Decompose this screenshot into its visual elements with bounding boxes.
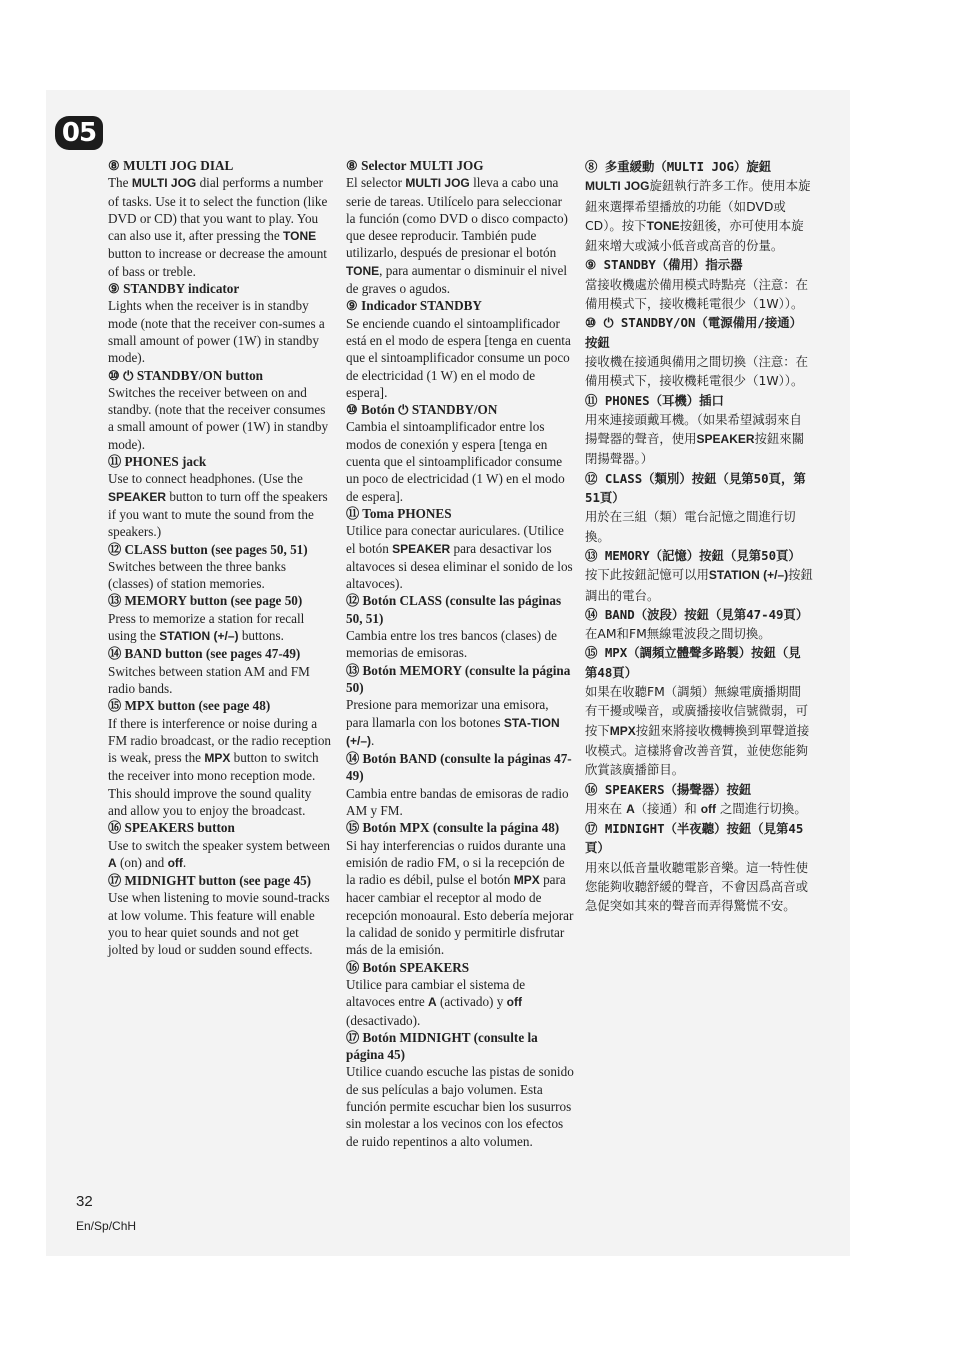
item-entry xyxy=(346,297,574,401)
item-entry xyxy=(346,750,574,819)
button-name: MULTI JOG xyxy=(131,176,197,191)
item-description: El selector MULTI JOG lleva a cabo una serie de tareas. Utilícelo para seleccionar la función (como DVD o disco compacto) que desee reproducir. También pude utilizarlo, después de presionar el botón TONE, para aumentar o disminuir el nivel de graves o agudos. xyxy=(346,175,568,297)
item-heading: ⑧ MULTI JOG DIAL xyxy=(108,158,234,173)
item-entry xyxy=(108,819,332,872)
item-heading: ⑬ Botón MEMORY (consulte la página 50) xyxy=(346,662,571,695)
item-heading: ⑭ BAND（波段）按鈕（見第47-49頁） xyxy=(585,606,809,622)
button-name: STA-TION (+/–) xyxy=(346,715,560,748)
item-description: 如果在收聽FM（調頻）無線電廣播期間有干擾或噪音，或廣播接收信號微弱，可按下MPX按鈕來將接收機轉換到單聲道接收模式。這樣將會改善音質，並使您能夠欣賞該廣播節目。 xyxy=(585,684,810,778)
item-description: Cambia entre los tres bancos (clases) de memorias de emisoras. xyxy=(346,628,557,661)
item-description: 當接收機處於備用模式時點亮（注意：在備用模式下，接收機耗電很少（1W））。 xyxy=(585,276,809,312)
english-column xyxy=(108,157,332,959)
item-description: Switches between station AM and FM radio bands. xyxy=(108,663,310,696)
item-entry xyxy=(108,872,332,958)
item-entry xyxy=(346,959,574,1029)
button-name: off xyxy=(700,801,717,816)
button-name: SPEAKER xyxy=(108,489,167,504)
item-description: 按下此按鈕記憶可以用STATION (+/–)按鈕調出的電台。 xyxy=(585,567,813,603)
item-heading: ⑫ Botón CLASS (consulte las páginas 50, 51) xyxy=(346,593,562,626)
item-description: Utilice cuando escuche las pistas de sonido de sus películas a bajo volumen. Esta función permite escuchar bien los susurros sin molestar a los vecinos con los efectos de ruido repentinos a alto volumen. xyxy=(346,1064,574,1149)
item-description: 用來以低音量收聽電影音樂。這一特性使您能夠收聽舒緩的聲音，不會因爲高音或急促突如其來的聲音而弄得驚慌不安。 xyxy=(585,859,809,914)
item-description: Press to memorize a station for recall using the STATION (+/–) buttons. xyxy=(108,610,305,644)
item-heading: ⑨ Indicador STANDBY xyxy=(346,298,482,314)
item-description: Switches between the three banks (classes) of station memories. xyxy=(108,558,286,592)
item-description: Cambia el sintoamplificador entre los modos de conexión y espera [tenga en cuenta que el sintoamplificador consume un poco de electricidad (1 W) en el modo de espera]. xyxy=(346,419,565,504)
item-entry xyxy=(585,780,813,820)
item-heading: ⑧ 多重緩動（MULTI JOG）旋鈕 xyxy=(585,159,772,174)
item-description: Cambia entre bandas de emisoras de radio AM y FM. xyxy=(346,785,569,818)
item-entry xyxy=(585,157,813,255)
item-description: Use to switch the speaker system between A (on) and off. xyxy=(108,837,330,870)
item-heading: ⑮ MPX button (see page 48) xyxy=(108,698,271,714)
item-entry xyxy=(108,367,332,453)
item-heading: ⑰ Botón MIDNIGHT (consulte la página 45) xyxy=(346,1029,538,1063)
button-name: MPX xyxy=(609,723,636,738)
button-name: off xyxy=(506,995,522,1010)
item-entry xyxy=(346,662,574,750)
item-description: Presione para memorizar una emisora, para llamarla con los botones STA-TION (+/–). xyxy=(346,697,560,748)
item-description: 接收機在接通與備用之間切換（注意：在備用模式下，接收機耗電很少（1W））。 xyxy=(585,353,809,389)
button-name: A xyxy=(428,995,437,1010)
item-heading: ⑮ Botón MPX (consulte la página 48) xyxy=(346,820,560,836)
item-description: 在AM和FM無線電波段之間切換。 xyxy=(585,626,771,642)
item-heading: ⑧ Selector MULTI JOG xyxy=(346,158,484,173)
item-heading: ⑨ STANDBY（備用）指示器 xyxy=(585,257,743,273)
item-entry xyxy=(108,157,332,280)
item-entry xyxy=(108,592,332,645)
item-entry xyxy=(346,401,574,505)
item-heading: ⑰ MIDNIGHT（半夜聽）按鈕（見第45頁） xyxy=(585,821,804,856)
item-description: Switches the receiver between on and standby. (note that the receiver consumes a small amount of power (1W) in standby mode). xyxy=(108,384,329,452)
item-entry xyxy=(585,643,813,779)
button-name: A xyxy=(626,801,635,816)
button-name: MULTI JOG xyxy=(585,179,650,194)
button-name: MPX xyxy=(513,873,540,888)
button-name: STATION (+/–) xyxy=(708,568,789,583)
item-description: Use to connect headphones. (Use the SPEAKER button to turn off the speakers if you want to mute the sound from the speakers.) xyxy=(108,471,328,540)
button-name: SPEAKER xyxy=(392,541,451,556)
item-heading: ⑬ MEMORY（記憶）按鈕（見第50頁） xyxy=(585,547,801,563)
item-entry xyxy=(585,546,813,605)
item-heading: ⑩ ⏻ STANDBY/ON（電源備用/接通）按鈕 xyxy=(585,315,803,350)
item-entry xyxy=(108,541,332,593)
item-heading: ⑬ MEMORY button (see page 50) xyxy=(108,593,303,609)
item-heading: ⑩ ⏻ STANDBY/ON button xyxy=(108,367,264,383)
item-description: Use when listening to movie sound-tracks at low volume. This feature will enable you to hear quiet sounds and not get jolted by loud or sudden sound effects. xyxy=(108,890,330,958)
button-name: off xyxy=(167,855,183,870)
item-entry xyxy=(346,592,574,661)
button-name: TONE xyxy=(346,263,380,278)
chapter-badge: 05 xyxy=(55,116,103,150)
button-name: SPEAKER xyxy=(696,432,755,447)
item-description: Lights when the receiver is in standby mode (note that the receiver con-sumes a small amount of power (1W) in standby mode). xyxy=(108,298,325,366)
item-entry xyxy=(585,605,813,644)
item-entry xyxy=(108,697,332,819)
item-entry xyxy=(585,313,813,390)
item-heading: ⑫ CLASS button (see pages 50, 51) xyxy=(108,541,308,557)
item-description: 用來連接頭戴耳機。（如果希望減弱來自揚聲器的聲音，使用SPEAKER按鈕來關閉揚聲器。） xyxy=(585,411,805,467)
item-entry xyxy=(108,645,332,697)
language-codes: En/Sp/ChH xyxy=(76,1219,137,1233)
item-description: The MULTI JOG dial performs a number of tasks. Use it to select the function (like DVD or CD) that you want to play. You can also use it, after pressing the TONE button to increase or decrease the amount of bass or treble. xyxy=(108,175,328,279)
button-name: STATION (+/–) xyxy=(159,629,239,644)
button-name: MULTI JOG xyxy=(405,176,470,191)
item-entry xyxy=(346,157,574,297)
item-description: If there is interference or noise during a FM radio broadcast, or the radio reception is weak, press the MPX button to switch the receiver into mono reception mode. This should improve the sound quality and allow you to enjoy the broadcast. xyxy=(108,715,332,818)
item-heading: ⑨ STANDBY indicator xyxy=(108,281,240,297)
item-heading: ⑮ MPX（調頻立體聲多路製）按鈕（見第48頁） xyxy=(585,645,801,680)
item-heading: ⑯ SPEAKERS（揚聲器）按鈕 xyxy=(585,781,752,797)
item-entry xyxy=(108,453,332,540)
item-description: 用來在 A（接通）和 off 之間進行切換。 xyxy=(585,800,807,816)
item-entry xyxy=(346,1029,574,1150)
item-description: 用於在三組（類）電台記憶之間進行切換。 xyxy=(585,509,796,544)
item-entry xyxy=(585,469,813,546)
item-heading: ⑭ BAND button (see pages 47-49) xyxy=(108,646,301,662)
item-entry xyxy=(585,391,813,469)
item-heading: ⑫ CLASS（類別）按鈕（見第50頁，第51頁） xyxy=(585,470,806,506)
item-heading: ⑪ PHONES（耳機）插口 xyxy=(585,392,724,408)
item-entry xyxy=(108,280,332,366)
spanish-column xyxy=(346,157,574,1150)
item-heading: ⑪ Toma PHONES xyxy=(346,505,452,521)
item-heading: ⑯ SPEAKERS button xyxy=(108,820,235,836)
item-heading: ⑯ Botón SPEAKERS xyxy=(346,959,470,975)
item-description: Utilice para cambiar el sistema de altavoces entre A (activado) y off (desactivado). xyxy=(346,976,526,1028)
item-description: Se enciende cuando el sintoamplificador está en el modo de espera [tenga en cuenta que el sintoamplificador consume un poco de electricidad (1 W) en el modo de espera]. xyxy=(346,315,571,400)
item-heading: ⑰ MIDNIGHT button (see page 45) xyxy=(108,873,312,889)
button-name: TONE xyxy=(646,218,680,233)
button-name: TONE xyxy=(283,229,317,244)
item-entry xyxy=(346,505,574,592)
page-number: 32 xyxy=(76,1193,93,1210)
item-description: Si hay interferencias o ruidos durante una emisión de radio FM, o si la recepción de la radio es débil, pulse el botón MPX para hacer cambiar el receptor al modo de recepción monoaural. Esto debería mejorar la calidad de sonido y permitirle disfrutar más de la emisión. xyxy=(346,837,574,958)
chinese-column xyxy=(585,157,813,916)
button-name: A xyxy=(108,855,117,870)
item-entry xyxy=(585,255,813,313)
item-entry xyxy=(585,819,813,915)
item-description: MULTI JOG旋鈕執行許多工作。使用本旋鈕來選擇希望播放的功能（如DVD或CD）。按下TONE按鈕後，亦可使用本旋鈕來增大或減小低音或高音的份量。 xyxy=(585,178,811,254)
item-entry xyxy=(346,819,574,958)
item-heading: ⑩ Botón ⏻ STANDBY/ON xyxy=(346,402,498,418)
item-description: Utilice para conectar auriculares. (Utilice el botón SPEAKER para desactivar los altavoces si desea eliminar el sonido de los altavoces). xyxy=(346,523,573,592)
item-heading: ⑭ Botón BAND (consulte la páginas 47-49) xyxy=(346,751,572,784)
button-name: MPX xyxy=(204,751,231,766)
item-heading: ⑪ PHONES jack xyxy=(108,454,207,470)
